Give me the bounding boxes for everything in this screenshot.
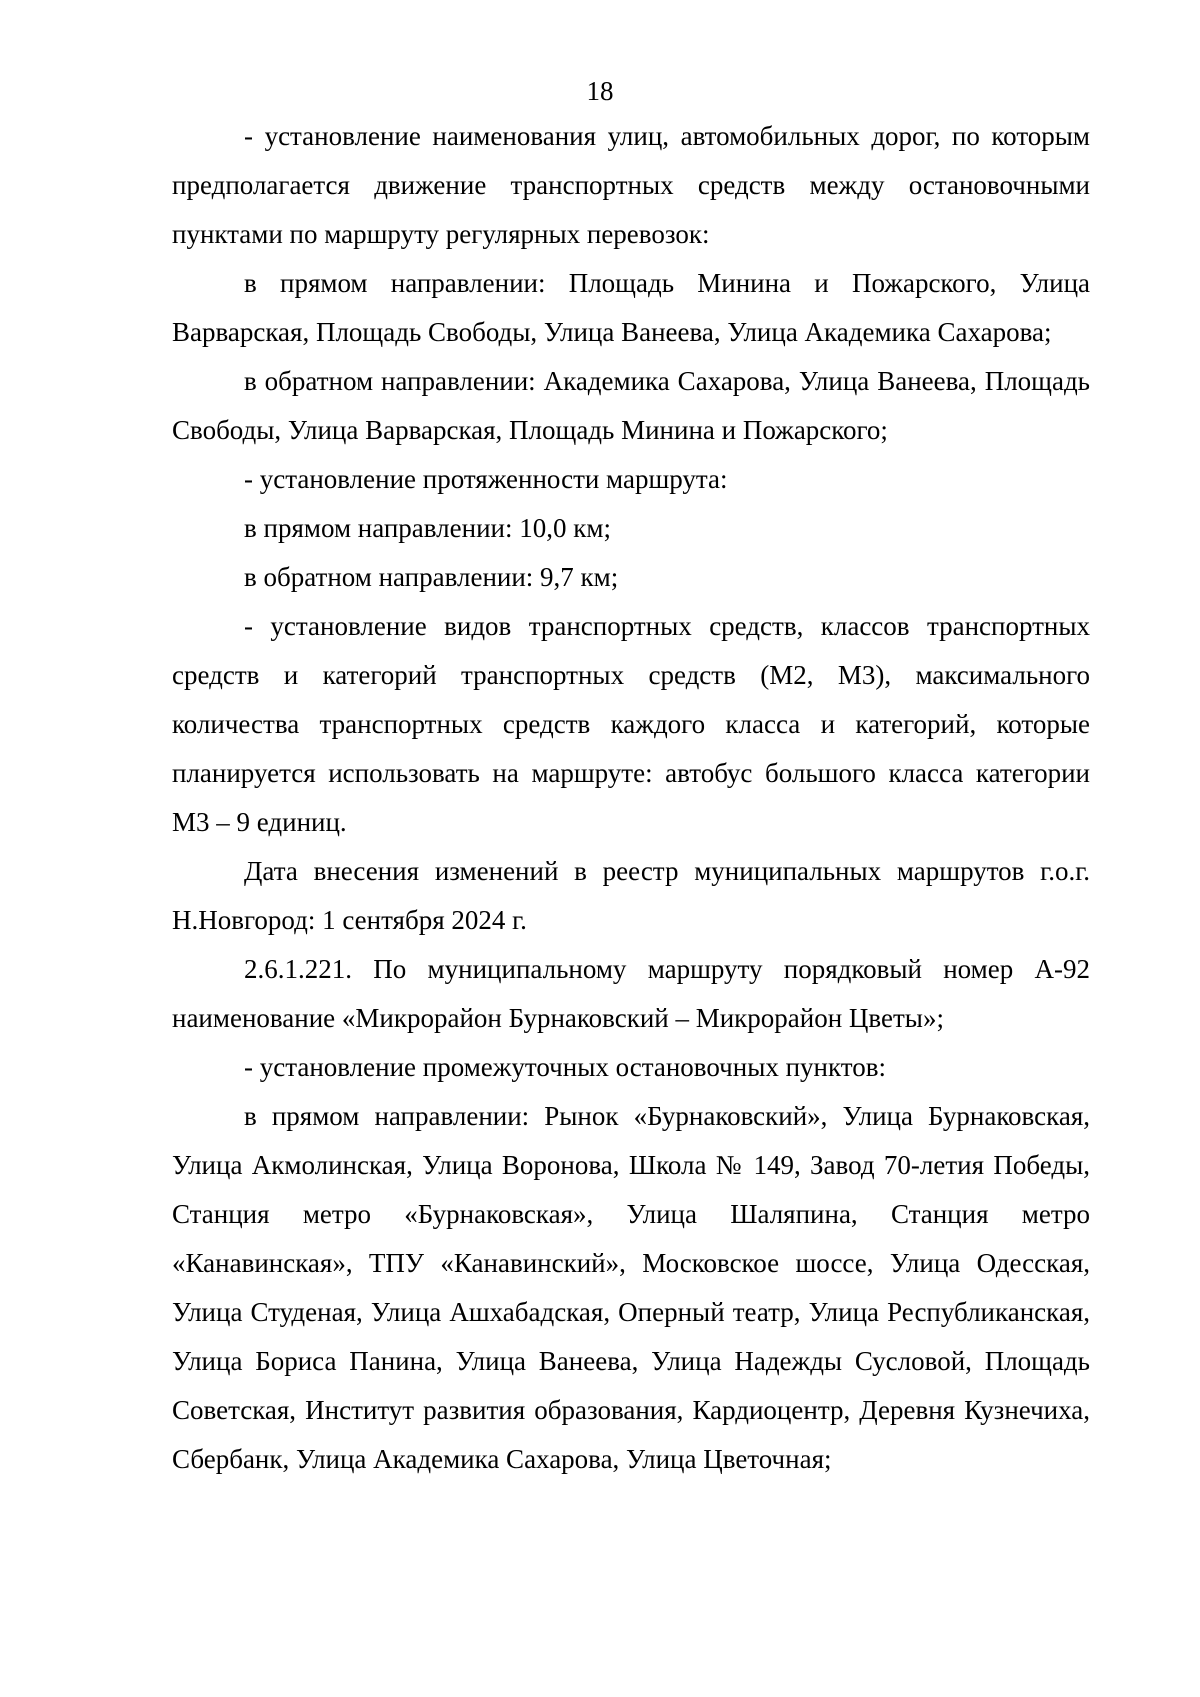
paragraph-route-a92-title: 2.6.1.221. По муниципальному маршруту порядковый номер А-92 наименование «Микрорайон Бурнаковский – Микрорайон Цветы»; xyxy=(172,954,1090,1033)
paragraph-route-length-heading: - установление протяженности маршрута: xyxy=(244,464,728,494)
paragraph-registry-date: Дата внесения изменений в реестр муниципальных маршрутов г.о.г. Н.Новгород: 1 сентября 2024 г. xyxy=(172,856,1090,935)
paragraph-reverse-length: в обратном направлении: 9,7 км; xyxy=(244,562,619,592)
page-number: 18 xyxy=(586,76,614,106)
paragraph-vehicle-types: - установление видов транспортных средств, классов транспортных средств и категорий транспортных средств (M2, M3), максимального количества транспортных средств каждого класса и категорий, которые планируется использовать на маршруте: автобус большого класса категории М3 – 9 единиц. xyxy=(172,611,1090,837)
paragraph-reverse-direction-streets: в обратном направлении: Академика Сахарова, Улица Ванеева, Площадь Свободы, Улица Варварская, Площадь Минина и Пожарского; xyxy=(172,366,1090,445)
paragraph-street-names: - установление наименования улиц, автомобильных дорог, по которым предполагается движение транспортных средств между остановочными пунктами по маршруту регулярных перевозок: xyxy=(172,121,1090,249)
paragraph-intermediate-stops-heading: - установление промежуточных остановочных пунктов: xyxy=(244,1052,886,1082)
paragraph-forward-length: в прямом направлении: 10,0 км; xyxy=(244,513,611,543)
paragraph-forward-stops: в прямом направлении: Рынок «Бурнаковский», Улица Бурнаковская, Улица Акмолинская, Улица Воронова, Школа № 149, Завод 70-летия Победы, Станция метро «Бурнаковская», Улица Шаляпина, Станция метро «Канавинская», ТПУ «Канавинский», Московское шоссе, Улица Одесская, Улица Студеная, Улица Ашхабадская, Оперный театр, Улица Республиканская, Улица Бориса Панина, Улица Ванеева, Улица Надежды Сусловой, Площадь Советская, Институт развития образования, Кардиоцентр, Деревня Кузнечиха, Сбербанк, Улица Академика Сахарова, Улица Цветочная; xyxy=(172,1101,1090,1474)
document-body xyxy=(172,112,1090,1484)
paragraph-forward-direction-streets: в прямом направлении: Площадь Минина и Пожарского, Улица Варварская, Площадь Свободы, Улица Ванеева, Улица Академика Сахарова; xyxy=(172,268,1090,347)
